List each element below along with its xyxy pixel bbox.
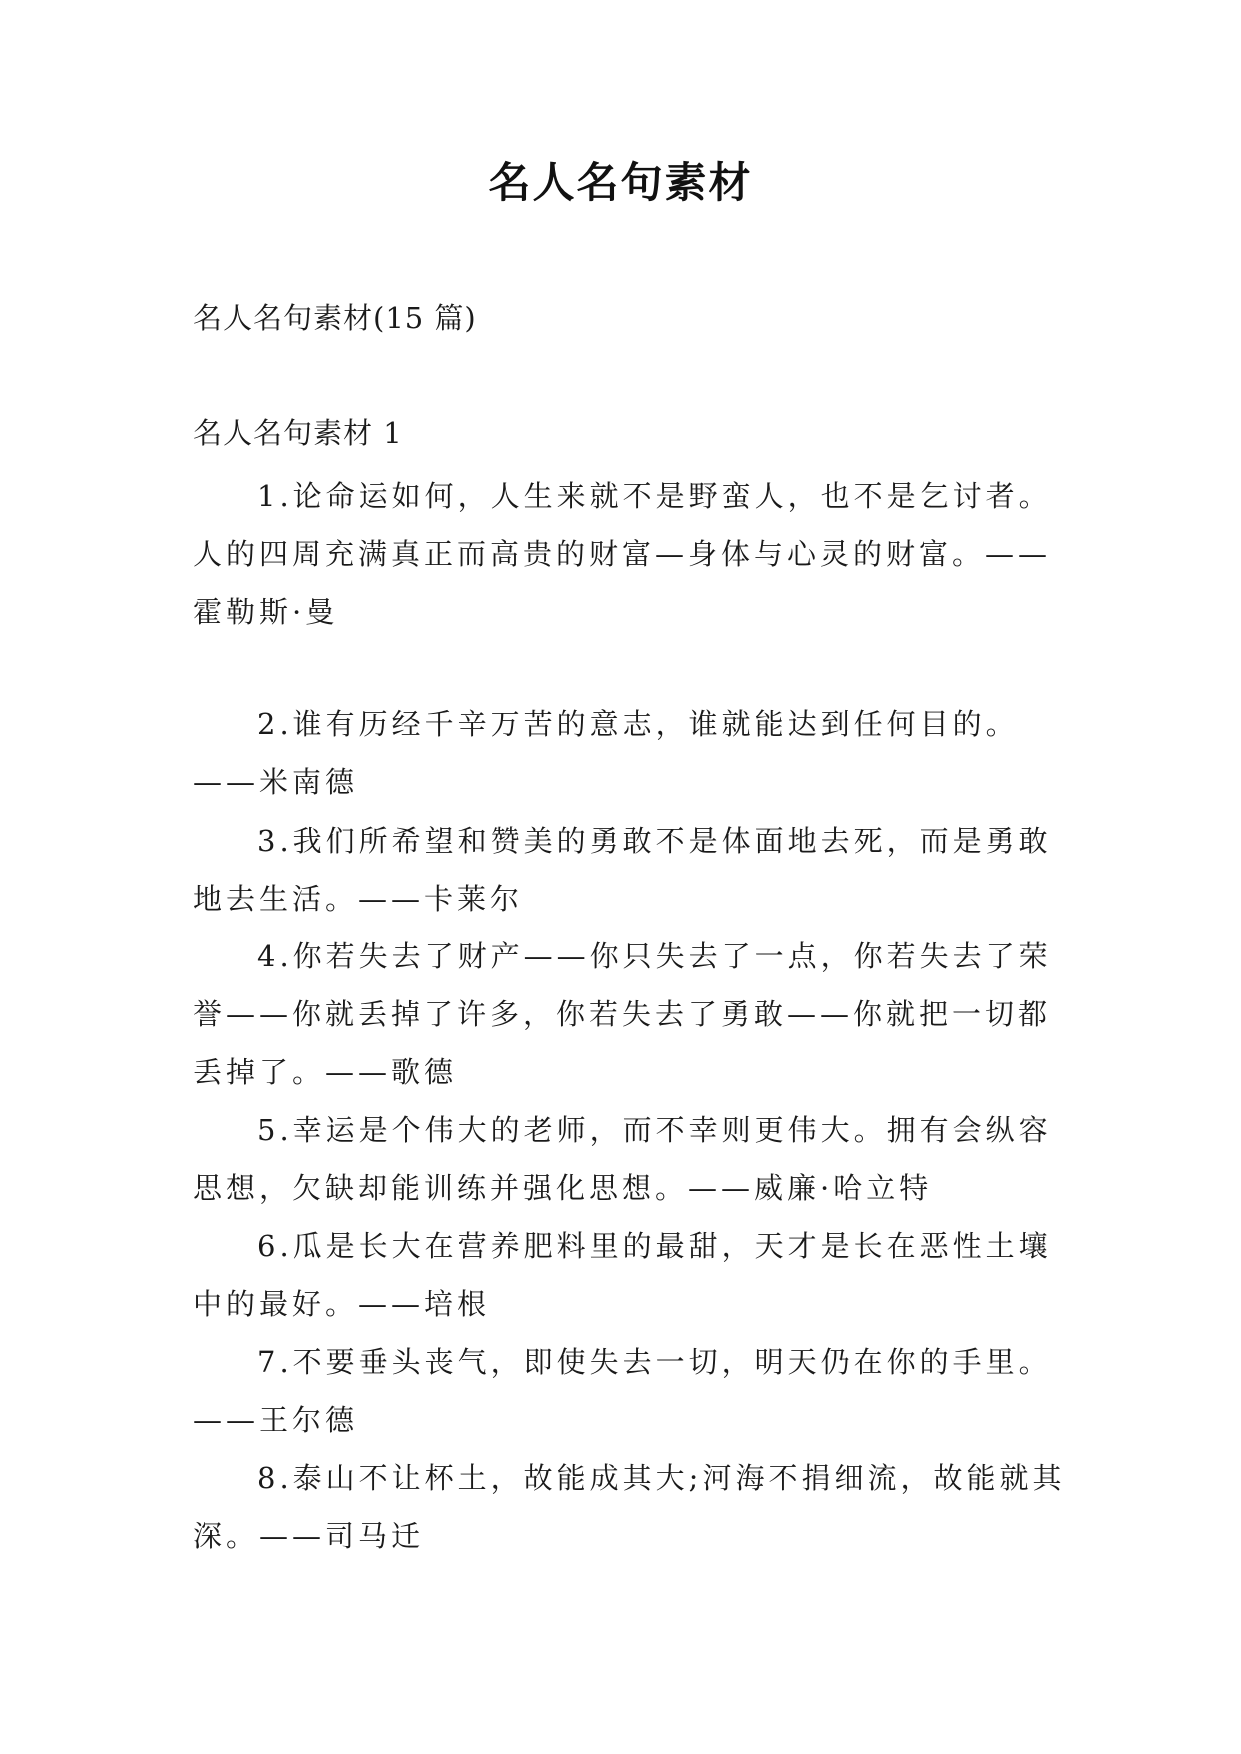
quote-paragraph: 7.不要垂头丧气，即使失去一切，明天仍在你的手里。——王尔德 xyxy=(193,1345,1052,1437)
quote-paragraph: 3.我们所希望和赞美的勇敢不是体面地去死，而是勇敢地去生活。——卡莱尔 xyxy=(193,824,1052,916)
document-subtitle: 名人名句素材(15 篇) xyxy=(193,301,477,335)
quote-paragraph: 8.泰山不让杯土，故能成其大;河海不捐细流，故能就其深。——司马迁 xyxy=(193,1461,1066,1553)
quote-paragraph: 6.瓜是长大在营养肥料里的最甜，天才是长在恶性土壤中的最好。——培根 xyxy=(193,1229,1052,1321)
section-heading: 名人名句素材 1 xyxy=(193,416,403,450)
document-title: 名人名句素材 xyxy=(488,158,753,207)
quote-paragraph: 5.幸运是个伟大的老师，而不幸则更伟大。拥有会纵容思想，欠缺却能训练并强化思想。——威廉·哈立特 xyxy=(193,1113,1052,1205)
quote-paragraph: 4.你若失去了财产——你只失去了一点，你若失去了荣誉——你就丢掉了许多，你若失去了勇敢——你就把一切都丢掉了。——歌德 xyxy=(193,939,1052,1089)
quote-paragraph: 1.论命运如何，人生来就不是野蛮人，也不是乞讨者。人的四周充满真正而高贵的财富—身体与心灵的财富。——霍勒斯·曼 xyxy=(193,479,1052,629)
quote-paragraph: 2.谁有历经千辛万苦的意志，谁就能达到任何目的。——米南德 xyxy=(193,707,1019,799)
